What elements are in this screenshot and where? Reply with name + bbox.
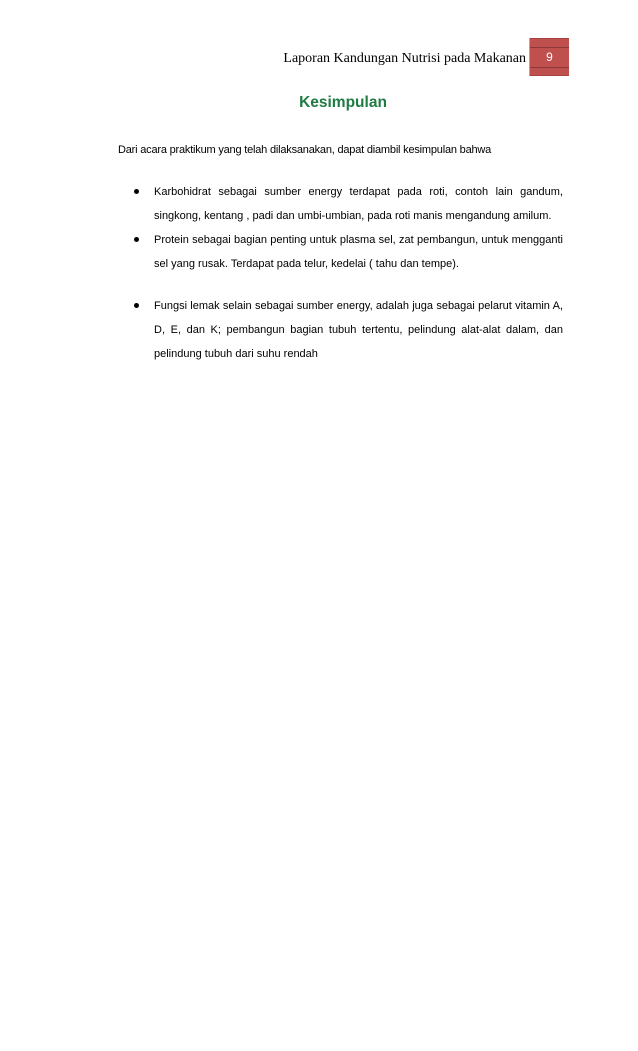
- bullet-icon: [134, 303, 139, 308]
- page-number-box-divider: [530, 47, 569, 48]
- page-number-box: [529, 38, 569, 76]
- header-title: Laporan Kandungan Nutrisi pada Makanan: [283, 51, 526, 66]
- list-item-text: Karbohidrat sebagai sumber energy terdapat pada roti, contoh lain gandum, singkong, kentang , padi dan umbi-umbian, pada roti manis mengandung amilum.: [154, 186, 563, 222]
- list-item: [118, 180, 563, 228]
- list-item-text: Fungsi lemak selain sebagai sumber energy, adalah juga sebagai pelarut vitamin A, D, E, dan K; pembangun bagian tubuh tertentu, pelindung alat-alat dalam, dan pelindung tubuh dari suhu rendah: [154, 300, 563, 360]
- intro-paragraph: Dari acara praktikum yang telah dilaksanakan, dapat diambil kesimpulan bahwa: [118, 144, 492, 156]
- section-heading: Kesimpulan: [299, 94, 387, 111]
- bullet-icon: [134, 189, 139, 194]
- conclusion-list: [118, 180, 563, 366]
- list-item: [118, 294, 563, 366]
- page-header: [0, 38, 638, 78]
- page-number-box-divider: [530, 67, 569, 68]
- list-item-text: Protein sebagai bagian penting untuk plasma sel, zat pembangun, untuk mengganti sel yang rusak. Terdapat pada telur, kedelai ( tahu dan tempe).: [154, 234, 563, 270]
- bullet-icon: [134, 237, 139, 242]
- list-item: [118, 228, 563, 276]
- page-number: 9: [546, 50, 553, 64]
